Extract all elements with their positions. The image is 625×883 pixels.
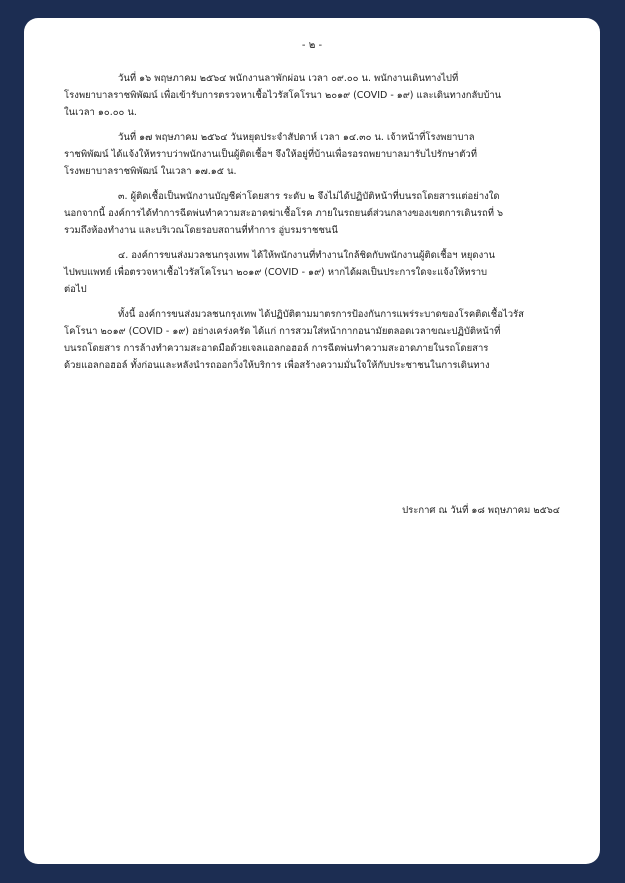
- text-line: ราชพิพัฒน์ ได้แจ้งให้ทราบว่าพนักงานเป็นผู้ติดเชื้อฯ จึงให้อยู่ที่บ้านเพื่อรอรถพยาบาลมารับไปรักษาตัวที่: [64, 149, 477, 160]
- text-line: รวมถึงห้องทำงาน และบริเวณโดยรอบสถานที่ทำการ อู่บรมราชชนนี: [64, 225, 338, 236]
- text-line: วันที่ ๑๗ พฤษภาคม ๒๕๖๔ วันหยุดประจำสัปดาห์ เวลา ๑๔.๓๐ น. เจ้าหน้าที่โรงพยาบาล: [118, 132, 475, 143]
- document-page: [24, 18, 600, 864]
- text-line: วันที่ ๑๖ พฤษภาคม ๒๕๖๔ พนักงานลาพักผ่อน เวลา ๐๙.๐๐ น. พนักงานเดินทางไปที่: [118, 73, 459, 84]
- text-line: ต่อไป: [64, 284, 87, 295]
- text-line: บนรถโดยสาร การล้างทำความสะอาดมือด้วยเจลแอลกอฮอล์ การฉีดพ่นทำความสะอาดภายในรถโดยสาร: [64, 343, 489, 354]
- text-line: ในเวลา ๑๐.๐๐ น.: [64, 107, 137, 118]
- document-body: [64, 70, 574, 382]
- text-line: ๓. ผู้ติดเชื้อเป็นพนักงานบัญชีค่าโดยสาร ระดับ ๒ จึงไม่ได้ปฏิบัติหน้าที่บนรถโดยสารแต่อย่างใด: [118, 191, 500, 202]
- text-line: โรงพยาบาลราชพิพัฒน์ ในเวลา ๑๗.๑๕ น.: [64, 166, 237, 177]
- text-line: โคโรนา ๒๐๑๙ (COVID - ๑๙) อย่างเคร่งครัด ได้แก่ การสวมใส่หน้ากากอนามัยตลอดเวลาขณะปฏิบัติหน้าที่: [64, 326, 501, 337]
- page-number: - ๒ -: [301, 40, 323, 51]
- text-line: ๔. องค์การขนส่งมวลชนกรุงเทพ ได้ให้พนักงานที่ทำงานใกล้ชิดกับพนักงานผู้ติดเชื้อฯ หยุดงาน: [118, 250, 496, 261]
- text-line: นอกจากนี้ องค์การได้ทำการฉีดพ่นทำความสะอาดฆ่าเชื้อโรค ภายในรถยนต์ส่วนกลางของเขตการเดินรถที่ ๖: [64, 208, 504, 219]
- announcement-date: ประกาศ ณ วันที่ ๑๘ พฤษภาคม ๒๕๖๔: [402, 505, 560, 516]
- text-line: ด้วยแอลกอฮอล์ ทั้งก่อนและหลังนำรถออกวิ่งให้บริการ เพื่อสร้างความมั่นใจให้กับประชาชนในการเดินทาง: [64, 360, 490, 371]
- paragraph-item-4: [64, 247, 574, 298]
- text-line: ทั้งนี้ องค์การขนส่งมวลชนกรุงเทพ ได้ปฏิบัติตามมาตรการป้องกันการแพร่ระบาดของโรคติดเชื้อไวรัส: [118, 309, 524, 320]
- paragraph-item-3: [64, 188, 574, 239]
- text-line: โรงพยาบาลราชพิพัฒน์ เพื่อเข้ารับการตรวจหาเชื้อไวรัสโคโรนา ๒๐๑๙ (COVID - ๑๙) และเดินทางกลับบ้าน: [64, 90, 502, 101]
- paragraph-may-16: [64, 70, 574, 121]
- text-line: ไปพบแพทย์ เพื่อตรวจหาเชื้อไวรัสโคโรนา ๒๐๑๙ (COVID - ๑๙) หากได้ผลเป็นประการใดจะแจ้งให้ทราบ: [64, 267, 488, 278]
- paragraph-may-17: [64, 129, 574, 180]
- paragraph-measures: [64, 306, 574, 374]
